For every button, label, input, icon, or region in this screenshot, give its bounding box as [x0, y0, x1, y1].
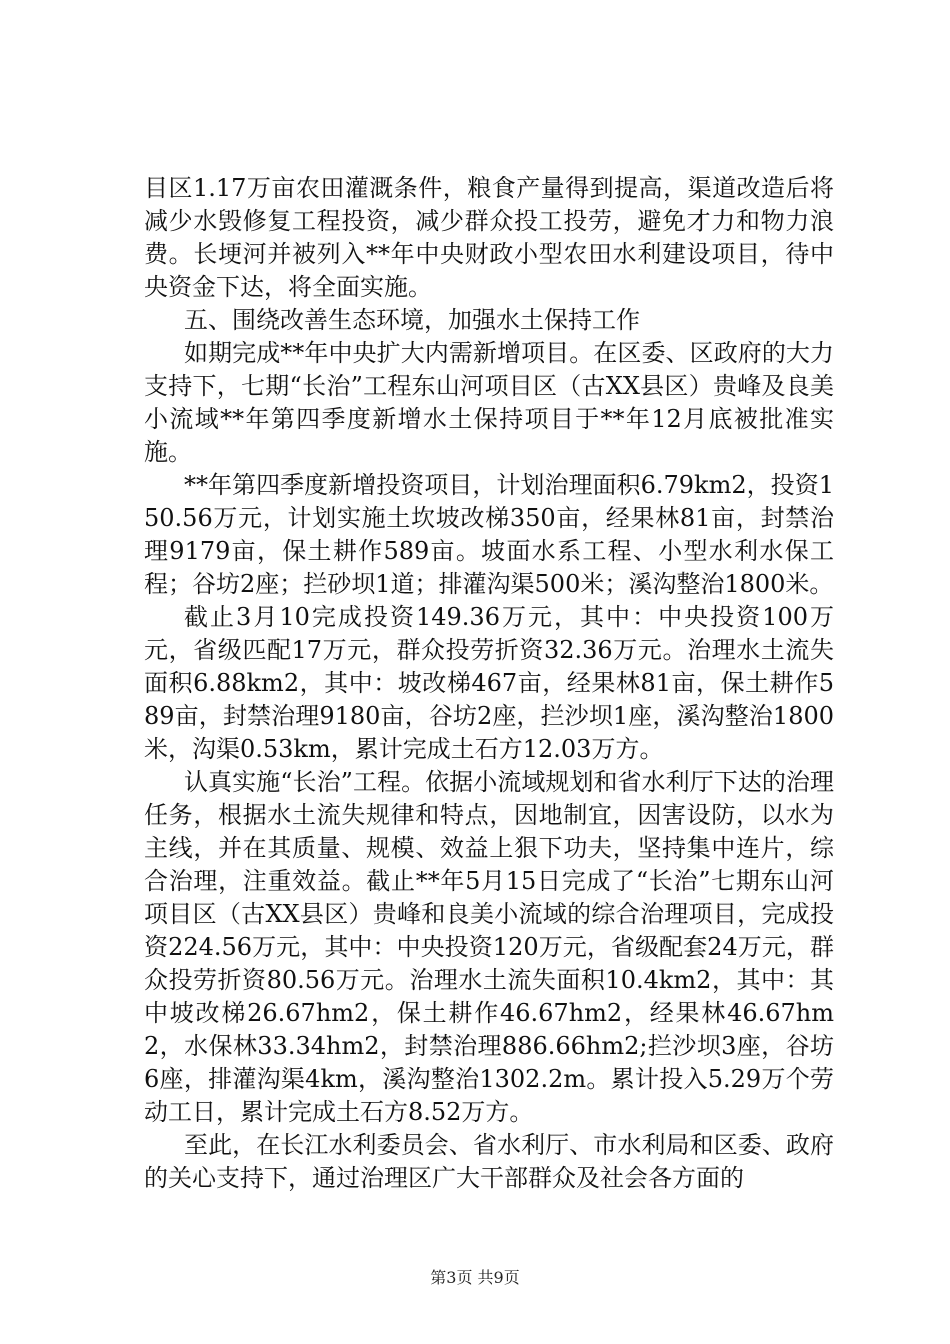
- paragraph-2: 如期完成**年中央扩大内需新增项目。在区委、区政府的大力支持下，七期“长治”工程东山河项目区（古XX县区）贵峰及良美小流域**年第四季度新增水土保持项目于**年12月底被批准实施。: [144, 339, 834, 466]
- paragraph-6: 至此，在长江水利委员会、省水利厅、市水利局和区委、政府的关心支持下，通过治理区广大干部群众及社会各方面的: [144, 1131, 834, 1192]
- paragraph-5: 认真实施“长治”工程。依据小流域规划和省水利厅下达的治理任务，根据水土流失规律和特点，因地制宜，因害设防，以水为主线，并在其质量、规模、效益上狠下功夫，坚持集中连片，综合治理，注重效益。截止**年5月15日完成了“长治”七期东山河项目区（古XX县区）贵峰和良美小流域的综合治理项目，完成投资224.56万元，其中：中央投资120万元，省级配套24万元，群众投劳折资80.56万元。治理水土流失面积10.4km2，其中：其中坡改梯26.67hm2，保土耕作46.67hm2，经果林46.67hm2，水保林33.34hm2，封禁治理886.66hm2;拦沙坝3座，谷坊6座，排灌沟渠4km，溪沟整治1302.2m。累计投入5.29万个劳动工日，累计完成土石方8.52万方。: [144, 768, 834, 1126]
- document-body: [144, 172, 834, 1195]
- section-heading-5: 五、围绕改善生态环境，加强水土保持工作: [184, 306, 640, 334]
- page-footer: [0, 1268, 950, 1288]
- paragraph-4: 截止3月10完成投资149.36万元，其中：中央投资100万元，省级匹配17万元，群众投劳折资32.36万元。治理水土流失面积6.88km2，其中：坡改梯467亩，经果林81亩，保土耕作589亩，封禁治理9180亩，谷坊2座，拦沙坝1座，溪沟整治1800米，沟渠0.53km，累计完成土石方12.03万方。: [144, 603, 834, 763]
- paragraph-3: **年第四季度新增投资项目，计划治理面积6.79km2，投资150.56万元，计划实施土坎坡改梯350亩，经果林81亩，封禁治理9179亩，保土耕作589亩。坡面水系工程、小型水利水保工程；谷坊2座；拦砂坝1道；排灌沟渠500米；溪沟整治1800米。: [144, 471, 834, 598]
- page-indicator: 第3页 共9页: [430, 1268, 520, 1287]
- paragraph-1: 目区1.17万亩农田灌溉条件，粮食产量得到提高，渠道改造后将减少水毁修复工程投资，减少群众投工投劳，避免才力和物力浪费。长埂河并被列入**年中央财政小型农田水利建设项目，待中央资金下达，将全面实施。: [144, 174, 834, 301]
